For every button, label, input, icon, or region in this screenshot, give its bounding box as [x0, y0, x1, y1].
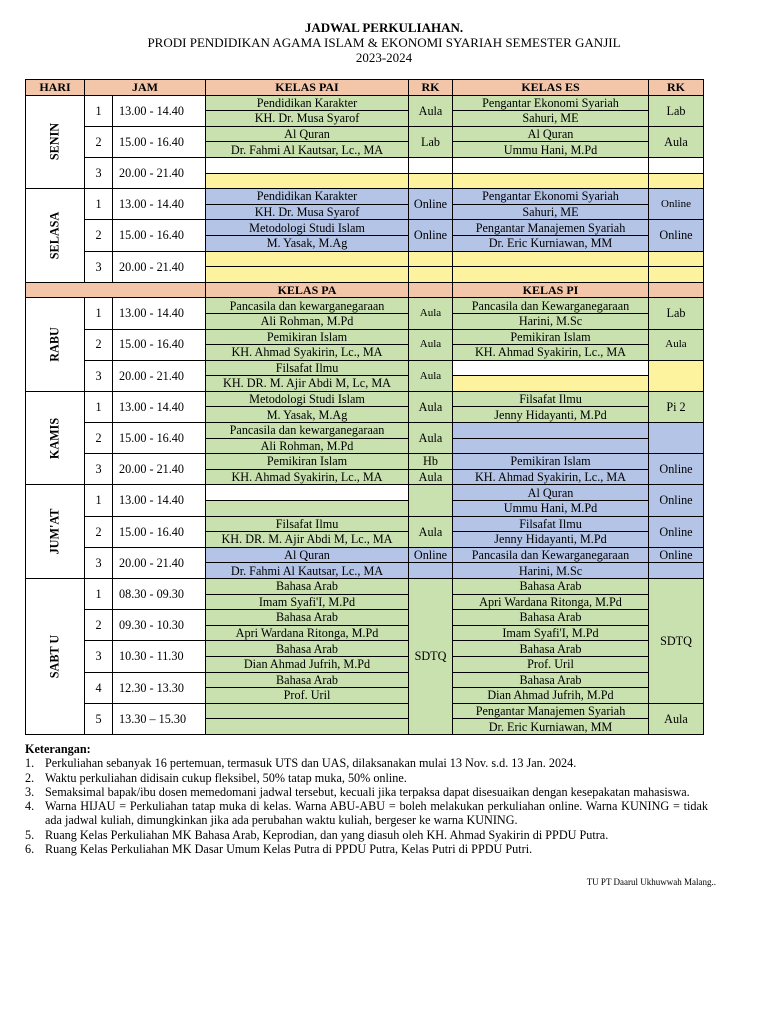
empty-cell	[453, 251, 649, 267]
lecturer-name: Ali Rohman, M.Pd	[206, 438, 409, 454]
course-name: Bahasa Arab	[206, 579, 409, 595]
empty-cell	[453, 438, 649, 454]
table-row	[26, 329, 704, 345]
title-line-1: JADWAL PERKULIAHAN.	[304, 20, 464, 35]
slot-time: 20.00 - 21.40	[113, 251, 206, 282]
lecturer-name: Prof. Uril	[453, 656, 649, 672]
empty-cell	[649, 157, 704, 173]
room: Online	[649, 485, 704, 516]
room: Online	[649, 547, 704, 563]
header-kelas-pi: KELAS PI	[453, 282, 649, 298]
course-name: Filsafat Ilmu	[453, 516, 649, 532]
course-name: Pemikiran Islam	[453, 329, 649, 345]
room: Hb	[409, 454, 453, 470]
subheader-empty	[649, 282, 704, 298]
note-number: 2.	[25, 770, 35, 785]
lecturer-name: Imam Syafi'I, M.Pd	[206, 594, 409, 610]
course-name: Filsafat Ilmu	[206, 360, 409, 376]
lecturer-name: KH. Ahmad Syakirin, Lc., MA	[206, 469, 409, 485]
slot-time: 13.00 - 14.40	[113, 485, 206, 516]
room: Pi 2	[649, 391, 704, 422]
note-number: 1.	[25, 756, 35, 771]
title-line-2: PRODI PENDIDIKAN AGAMA ISLAM & EKONOMI SYARIAH SEMESTER GANJIL	[147, 35, 621, 50]
title-line-3: 2023-2024	[355, 50, 413, 65]
empty-cell	[206, 501, 409, 517]
room: Aula	[409, 516, 453, 547]
header-kelas-a: KELAS PAI	[206, 80, 409, 96]
room: Online	[409, 547, 453, 563]
lecturer-name: Ummu Hani, M.Pd	[453, 501, 649, 517]
table-row	[26, 454, 704, 470]
room: Aula	[649, 703, 704, 734]
table-row	[26, 672, 704, 688]
lecturer-name: KH. Dr. Musa Syarof	[206, 204, 409, 220]
slot-number: 1	[85, 298, 113, 329]
empty-cell	[409, 173, 453, 189]
table-row	[26, 610, 704, 626]
room: Online	[649, 189, 704, 220]
slot-time: 15.00 - 16.40	[113, 126, 206, 157]
course-name: Pendidikan Karakter	[206, 189, 409, 205]
slot-time: 08.30 - 09.30	[113, 579, 206, 610]
course-name: Pemikiran Islam	[453, 454, 649, 470]
document-title	[0, 20, 768, 65]
table-row	[26, 423, 704, 439]
empty-cell	[453, 267, 649, 283]
course-name: Pengantar Ekonomi Syariah	[453, 189, 649, 205]
slot-time: 15.00 - 16.40	[113, 329, 206, 360]
empty-cell	[206, 173, 409, 189]
note-number: 6.	[25, 842, 35, 857]
course-name: Pemikiran Islam	[206, 329, 409, 345]
course-name: Bahasa Arab	[453, 672, 649, 688]
course-name: Pengantar Manajemen Syariah	[453, 703, 649, 719]
lecturer-name: Ali Rohman, M.Pd	[206, 313, 409, 329]
empty-cell	[453, 173, 649, 189]
empty-cell	[409, 485, 453, 516]
day-label: JUM'AT	[26, 485, 85, 579]
slot-time: 13.30 – 15.30	[113, 703, 206, 734]
course-name: Pemikiran Islam	[206, 454, 409, 470]
header-kelas-b: KELAS ES	[453, 80, 649, 96]
header-hari: HARI	[26, 80, 85, 96]
slot-number: 3	[85, 251, 113, 282]
slot-number: 1	[85, 579, 113, 610]
slot-number: 2	[85, 220, 113, 251]
slot-time: 20.00 - 21.40	[113, 547, 206, 578]
table-row	[26, 391, 704, 407]
slot-time: 13.00 - 14.40	[113, 189, 206, 220]
header-rk-b: RK	[649, 80, 704, 96]
slot-time: 10.30 - 11.30	[113, 641, 206, 672]
subheader-empty	[409, 282, 453, 298]
table-row	[26, 703, 704, 719]
slot-time: 15.00 - 16.40	[113, 423, 206, 454]
notes-section	[25, 742, 708, 856]
room: Aula	[409, 298, 453, 329]
slot-number: 3	[85, 454, 113, 485]
lecturer-name: Jenny Hidayanti, M.Pd	[453, 532, 649, 548]
room: Online	[409, 220, 453, 251]
table-row	[26, 547, 704, 563]
lecturer-name: M. Yasak, M.Ag	[206, 235, 409, 251]
empty-cell	[206, 719, 409, 735]
note-text: Perkuliahan sebanyak 16 pertemuan, termasuk UTS dan UAS, dilaksanakan mulai 13 Nov. s.d. 13 Jan. 2024.	[45, 756, 577, 771]
table-row	[26, 126, 704, 142]
lecturer-name: Harini, M.Sc	[453, 313, 649, 329]
header-rk-a: RK	[409, 80, 453, 96]
lecturer-name: KH. DR. M. Ajir Abdi M, Lc, MA	[206, 376, 409, 392]
slot-number: 4	[85, 672, 113, 703]
room: Aula	[409, 329, 453, 360]
lecturer-name: Dr. Fahmi Al Kautsar, Lc., MA	[206, 563, 409, 579]
day-label: KAMIS	[26, 391, 85, 485]
course-name: Bahasa Arab	[453, 579, 649, 595]
course-name: Pengantar Manajemen Syariah	[453, 220, 649, 236]
room: Aula	[409, 95, 453, 126]
notes-heading: Keterangan:	[25, 742, 91, 756]
course-name: Bahasa Arab	[453, 610, 649, 626]
empty-cell	[409, 251, 453, 267]
table-row	[26, 485, 704, 501]
course-name: Bahasa Arab	[206, 672, 409, 688]
course-name: Pancasila dan kewarganegaraan	[206, 298, 409, 314]
schedule-table	[25, 79, 704, 735]
empty-cell	[649, 423, 704, 454]
lecturer-name: KH. DR. M. Ajir Abdi M, Lc., MA	[206, 532, 409, 548]
empty-cell	[409, 267, 453, 283]
slot-time: 20.00 - 21.40	[113, 360, 206, 391]
note-text: Semaksimal bapak/ibu dosen memedomani jadwal tersebut, kecuali jika terpaksa dapat disesuaikan dengan kesepakatan mahasiswa.	[45, 784, 690, 799]
course-name: Filsafat Ilmu	[453, 391, 649, 407]
empty-cell	[453, 360, 649, 376]
table-row	[26, 298, 704, 314]
room: Online	[649, 220, 704, 251]
slot-number: 3	[85, 157, 113, 188]
slot-time: 13.00 - 14.40	[113, 391, 206, 422]
table-row	[26, 251, 704, 267]
slot-time: 20.00 - 21.40	[113, 157, 206, 188]
lecturer-name: Harini, M.Sc	[453, 563, 649, 579]
room: SDTQ	[649, 579, 704, 704]
lecturer-name: KH. Ahmad Syakirin, Lc., MA	[453, 469, 649, 485]
lecturer-name: Apri Wardana Ritonga, M.Pd	[206, 625, 409, 641]
day-label: SENIN	[26, 95, 85, 189]
empty-cell	[453, 423, 649, 439]
empty-cell	[206, 157, 409, 173]
note-text: Ruang Kelas Perkuliahan MK Dasar Umum Kelas Putra di PPDU Putra, Kelas Putri di PPDU Putri.	[45, 842, 533, 857]
slot-time: 13.00 - 14.40	[113, 95, 206, 126]
course-name: Bahasa Arab	[206, 610, 409, 626]
note-item	[25, 799, 708, 828]
table-row	[26, 641, 704, 657]
course-name: Pancasila dan kewarganegaraan	[206, 423, 409, 439]
room: Aula	[409, 360, 453, 391]
room: Online	[649, 454, 704, 485]
table-row	[26, 220, 704, 236]
note-number: 3.	[25, 784, 35, 799]
table-row	[26, 579, 704, 595]
header-jam: JAM	[85, 80, 206, 96]
empty-cell	[649, 251, 704, 267]
room: Aula	[409, 423, 453, 454]
slot-time: 15.00 - 16.40	[113, 220, 206, 251]
empty-cell	[206, 251, 409, 267]
slot-number: 5	[85, 703, 113, 734]
slot-time: 15.00 - 16.40	[113, 516, 206, 547]
course-name: Pancasila dan Kewarganegaraan	[453, 298, 649, 314]
course-name: Pancasila dan Kewarganegaraan	[453, 547, 649, 563]
empty-cell	[206, 485, 409, 501]
note-item	[25, 771, 708, 785]
header-kelas-pa: KELAS PA	[206, 282, 409, 298]
table-row	[26, 157, 704, 173]
day-label: SABT U	[26, 579, 85, 735]
note-number: 4.	[25, 799, 35, 814]
lecturer-name: Dr. Fahmi Al Kautsar, Lc., MA	[206, 142, 409, 158]
note-text: Waktu perkuliahan didisain cukup fleksibel, 50% tatap muka, 50% online.	[45, 770, 407, 785]
table-row	[26, 189, 704, 205]
lecturer-name: Dr. Eric Kurniawan, MM	[453, 235, 649, 251]
lecturer-name: Imam Syafi'I, M.Pd	[453, 625, 649, 641]
empty-cell	[206, 267, 409, 283]
slot-number: 1	[85, 189, 113, 220]
slot-number: 2	[85, 610, 113, 641]
slot-number: 1	[85, 485, 113, 516]
slot-number: 3	[85, 360, 113, 391]
note-number: 5.	[25, 827, 35, 842]
lecturer-name: KH. Dr. Musa Syarof	[206, 111, 409, 127]
table-row	[26, 95, 704, 111]
room: Lab	[409, 126, 453, 157]
lecturer-name: Dian Ahmad Jufrih, M.Pd	[206, 656, 409, 672]
slot-time: 12.30 - 13.30	[113, 672, 206, 703]
day-label: RABU	[26, 298, 85, 392]
empty-cell	[649, 563, 704, 579]
room: Online	[649, 516, 704, 547]
day-label: SELASA	[26, 189, 85, 283]
room: Lab	[649, 95, 704, 126]
empty-cell	[649, 267, 704, 283]
room: Aula	[649, 126, 704, 157]
note-text: Ruang Kelas Perkuliahan MK Bahasa Arab, Keprodian, dan yang diasuh oleh KH. Ahmad Syakirin di PPDU Putra.	[45, 827, 609, 842]
room: Aula	[409, 391, 453, 422]
lecturer-name: Dian Ahmad Jufrih, M.Pd	[453, 688, 649, 704]
lecturer-name: KH. Ahmad Syakirin, Lc., MA	[453, 345, 649, 361]
subheader-empty	[26, 282, 206, 298]
course-name: Al Quran	[206, 547, 409, 563]
footer-signature: TU PT Daarul Ukhuwwah Malang..	[586, 877, 716, 887]
slot-number: 2	[85, 329, 113, 360]
note-item	[25, 785, 708, 799]
lecturer-name: Dr. Eric Kurniawan, MM	[453, 719, 649, 735]
slot-number: 1	[85, 391, 113, 422]
slot-time: 09.30 - 10.30	[113, 610, 206, 641]
slot-time: 13.00 - 14.40	[113, 298, 206, 329]
course-name: Al Quran	[453, 485, 649, 501]
slot-time: 20.00 - 21.40	[113, 454, 206, 485]
slot-number: 2	[85, 126, 113, 157]
slot-number: 2	[85, 423, 113, 454]
lecturer-name: Sahuri, ME	[453, 204, 649, 220]
note-item	[25, 828, 708, 842]
lecturer-name: M. Yasak, M.Ag	[206, 407, 409, 423]
empty-cell	[453, 157, 649, 173]
lecturer-name: Ummu Hani, M.Pd	[453, 142, 649, 158]
note-item	[25, 756, 708, 770]
course-name: Metodologi Studi Islam	[206, 220, 409, 236]
empty-cell	[409, 157, 453, 173]
note-item	[25, 842, 708, 856]
room: Aula	[649, 329, 704, 360]
empty-cell	[453, 376, 649, 392]
empty-cell	[409, 563, 453, 579]
course-name: Bahasa Arab	[206, 641, 409, 657]
empty-cell	[649, 360, 704, 391]
room: Lab	[649, 298, 704, 329]
lecturer-name: KH. Ahmad Syakirin, Lc., MA	[206, 345, 409, 361]
table-row	[26, 360, 704, 376]
slot-number: 3	[85, 547, 113, 578]
course-name: Pengantar Ekonomi Syariah	[453, 95, 649, 111]
course-name: Filsafat Ilmu	[206, 516, 409, 532]
course-name: Metodologi Studi Islam	[206, 391, 409, 407]
room: SDTQ	[409, 579, 453, 735]
table-header-row	[26, 80, 704, 96]
slot-number: 2	[85, 516, 113, 547]
room: Online	[409, 189, 453, 220]
course-name: Bahasa Arab	[453, 641, 649, 657]
empty-cell	[649, 173, 704, 189]
table-row	[26, 516, 704, 532]
slot-number: 1	[85, 95, 113, 126]
course-name: Al Quran	[206, 126, 409, 142]
lecturer-name: Jenny Hidayanti, M.Pd	[453, 407, 649, 423]
lecturer-name: Sahuri, ME	[453, 111, 649, 127]
slot-number: 3	[85, 641, 113, 672]
course-name: Al Quran	[453, 126, 649, 142]
course-name: Pendidikan Karakter	[206, 95, 409, 111]
room: Aula	[409, 469, 453, 485]
table-subheader-row	[26, 282, 704, 298]
note-text: Warna HIJAU = Perkuliahan tatap muka di kelas. Warna ABU-ABU = boleh melakukan perkuliahan online. Warna KUNING = tidak ada jadwal kuliah, dimungkinkan jika ada perubahan waktu kuliah, bergeser ke warna KUNING.	[45, 799, 708, 828]
lecturer-name: Apri Wardana Ritonga, M.Pd	[453, 594, 649, 610]
empty-cell	[206, 703, 409, 719]
lecturer-name: Prof. Uril	[206, 688, 409, 704]
